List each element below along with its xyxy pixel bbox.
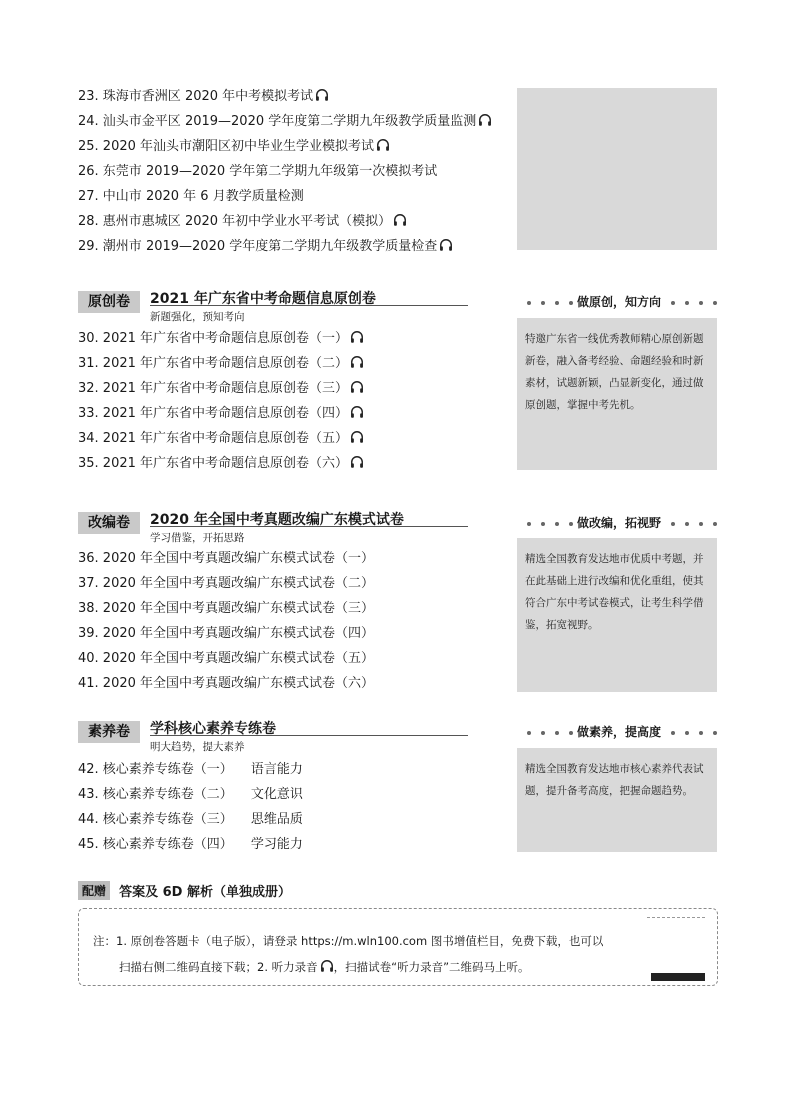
section-badge: 改编卷 — [78, 512, 140, 534]
exam-list-literacy — [78, 757, 303, 857]
list-item — [78, 621, 374, 646]
item-text: 36. 2020 年全国中考真题改编广东模式试卷（一） — [78, 551, 375, 566]
divider — [150, 735, 468, 736]
list-item — [78, 426, 364, 451]
item-text: 41. 2020 年全国中考真题改编广东模式试卷（六） — [78, 676, 375, 691]
headphones-icon — [350, 430, 364, 444]
item-text: 33. 2021 年广东省中考命题信息原创卷（四） — [78, 406, 349, 421]
item-topic: 语言能力 — [250, 762, 303, 777]
item-text: 27. 中山市 2020 年 6 月教学质量检测 — [78, 189, 304, 204]
list-item — [78, 351, 364, 376]
headphones-icon — [376, 138, 390, 152]
side-panel-top — [517, 88, 717, 250]
item-text: 29. 潮州市 2019—2020 学年度第二学期九年级教学质量检查 — [78, 239, 438, 254]
list-item — [78, 782, 303, 807]
note-line-2 — [119, 959, 530, 975]
exam-list-original — [78, 326, 364, 476]
dots-decoration — [527, 731, 573, 733]
headphones-icon — [320, 959, 334, 973]
item-topic: 学习能力 — [250, 837, 303, 852]
section-original — [78, 291, 518, 331]
item-text: 34. 2021 年广东省中考命题信息原创卷（五） — [78, 431, 349, 446]
list-item — [78, 451, 364, 476]
side-heading-original — [517, 293, 717, 311]
side-heading-text: 做素养，提高度 — [577, 725, 662, 739]
item-text: 42. 核心素养专练卷（一） — [78, 762, 233, 777]
side-heading-literacy — [517, 723, 717, 741]
side-heading-text: 做原创，知方向 — [577, 295, 662, 309]
item-text: 43. 核心素养专练卷（二） — [78, 787, 233, 802]
headphones-icon — [478, 113, 492, 127]
list-item — [78, 84, 492, 109]
note-line-2a: 扫描右侧二维码直接下载；2. 听力录音 — [119, 960, 318, 974]
dots-decoration — [671, 522, 717, 524]
list-item — [78, 326, 364, 351]
section-subtitle: 新题强化，预知考向 — [150, 311, 245, 323]
list-item — [78, 671, 374, 696]
item-text: 37. 2020 年全国中考真题改编广东模式试卷（二） — [78, 576, 375, 591]
divider — [150, 305, 468, 306]
section-title: 2021 年广东省中考命题信息原创卷 — [150, 291, 376, 307]
item-text: 28. 惠州市惠城区 2020 年初中学业水平考试（模拟） — [78, 214, 392, 229]
item-text: 26. 东莞市 2019—2020 学年第二学期九年级第一次模拟考试 — [78, 164, 438, 179]
list-item — [78, 807, 303, 832]
list-item — [78, 134, 492, 159]
list-item — [78, 401, 364, 426]
item-text: 35. 2021 年广东省中考命题信息原创卷（六） — [78, 456, 349, 471]
gift-tag: 配赠 — [78, 881, 110, 900]
side-heading-text: 做改编，拓视野 — [577, 516, 662, 530]
item-text: 45. 核心素养专练卷（四） — [78, 837, 233, 852]
item-text: 30. 2021 年广东省中考命题信息原创卷（一） — [78, 331, 349, 346]
gift-line — [78, 880, 291, 900]
side-panel-text: 精选全国教育发达地市核心素养代表试题，提升备考高度，把握命题趋势。 — [525, 763, 704, 797]
section-subtitle: 学习借鉴，开拓思路 — [150, 532, 245, 544]
gift-text: 答案及 6D 解析（单独成册） — [119, 885, 291, 900]
list-item — [78, 596, 374, 621]
item-text: 24. 汕头市金平区 2019—2020 学年度第二学期九年级教学质量监测 — [78, 114, 477, 129]
dots-decoration — [671, 301, 717, 303]
list-item — [78, 832, 303, 857]
exam-list-top — [78, 84, 492, 259]
headphones-icon — [350, 405, 364, 419]
item-text: 38. 2020 年全国中考真题改编广东模式试卷（三） — [78, 601, 375, 616]
headphones-icon — [350, 330, 364, 344]
list-item — [78, 159, 492, 184]
item-text: 32. 2021 年广东省中考命题信息原创卷（三） — [78, 381, 349, 396]
item-text: 23. 珠海市香洲区 2020 年中考模拟考试 — [78, 89, 314, 104]
list-item — [78, 184, 492, 209]
exam-list-adapted — [78, 546, 374, 696]
headphones-icon — [439, 238, 453, 252]
item-topic: 思维品质 — [250, 812, 303, 827]
item-text: 39. 2020 年全国中考真题改编广东模式试卷（四） — [78, 626, 375, 641]
dots-decoration — [671, 731, 717, 733]
side-panel-text: 精选全国教育发达地市优质中考题，并在此基础上进行改编和优化重组，使其符合广东中考试卷模式，让考生科学借鉴，拓宽视野。 — [525, 553, 704, 631]
qr-placeholder-line — [647, 917, 705, 918]
list-item — [78, 234, 492, 259]
headphones-icon — [350, 380, 364, 394]
section-title: 学科核心素养专练卷 — [150, 721, 276, 737]
headphones-icon — [315, 88, 329, 102]
side-panel-text: 特邀广东省一线优秀教师精心原创新题新卷，融入备考经验、命题经验和时新素材，试题新颖，凸显新变化，通过做原创题，掌握中考先机。 — [525, 333, 704, 411]
qr-corner-mark — [651, 973, 705, 981]
item-text: 31. 2021 年广东省中考命题信息原创卷（二） — [78, 356, 349, 371]
item-text: 25. 2020 年汕头市潮阳区初中毕业生学业模拟考试 — [78, 139, 375, 154]
headphones-icon — [393, 213, 407, 227]
section-title: 2020 年全国中考真题改编广东模式试卷 — [150, 512, 404, 528]
dots-decoration — [527, 301, 573, 303]
divider — [150, 526, 468, 527]
item-topic: 文化意识 — [250, 787, 303, 802]
section-subtitle: 明大趋势，提大素养 — [150, 741, 245, 753]
section-badge: 原创卷 — [78, 291, 140, 313]
list-item — [78, 757, 303, 782]
list-item — [78, 646, 374, 671]
side-panel-original — [517, 318, 717, 470]
side-heading-adapted — [517, 514, 717, 532]
list-item — [78, 209, 492, 234]
section-badge: 素养卷 — [78, 721, 140, 743]
note-line-2b: ，扫描试卷“听力录音”二维码马上听。 — [333, 960, 530, 974]
side-panel-adapted — [517, 538, 717, 692]
headphones-icon — [350, 455, 364, 469]
headphones-icon — [350, 355, 364, 369]
item-text: 44. 核心素养专练卷（三） — [78, 812, 233, 827]
note-line-1: 注：1. 原创卷答题卡（电子版），请登录 https://m.wln100.com 图书增值栏目，免费下载，也可以 — [93, 934, 604, 948]
list-item — [78, 376, 364, 401]
list-item — [78, 546, 374, 571]
item-text: 40. 2020 年全国中考真题改编广东模式试卷（五） — [78, 651, 375, 666]
list-item — [78, 109, 492, 134]
list-item — [78, 571, 374, 596]
section-literacy — [78, 721, 518, 761]
note-box — [78, 908, 718, 986]
dots-decoration — [527, 522, 573, 524]
side-panel-literacy — [517, 748, 717, 852]
